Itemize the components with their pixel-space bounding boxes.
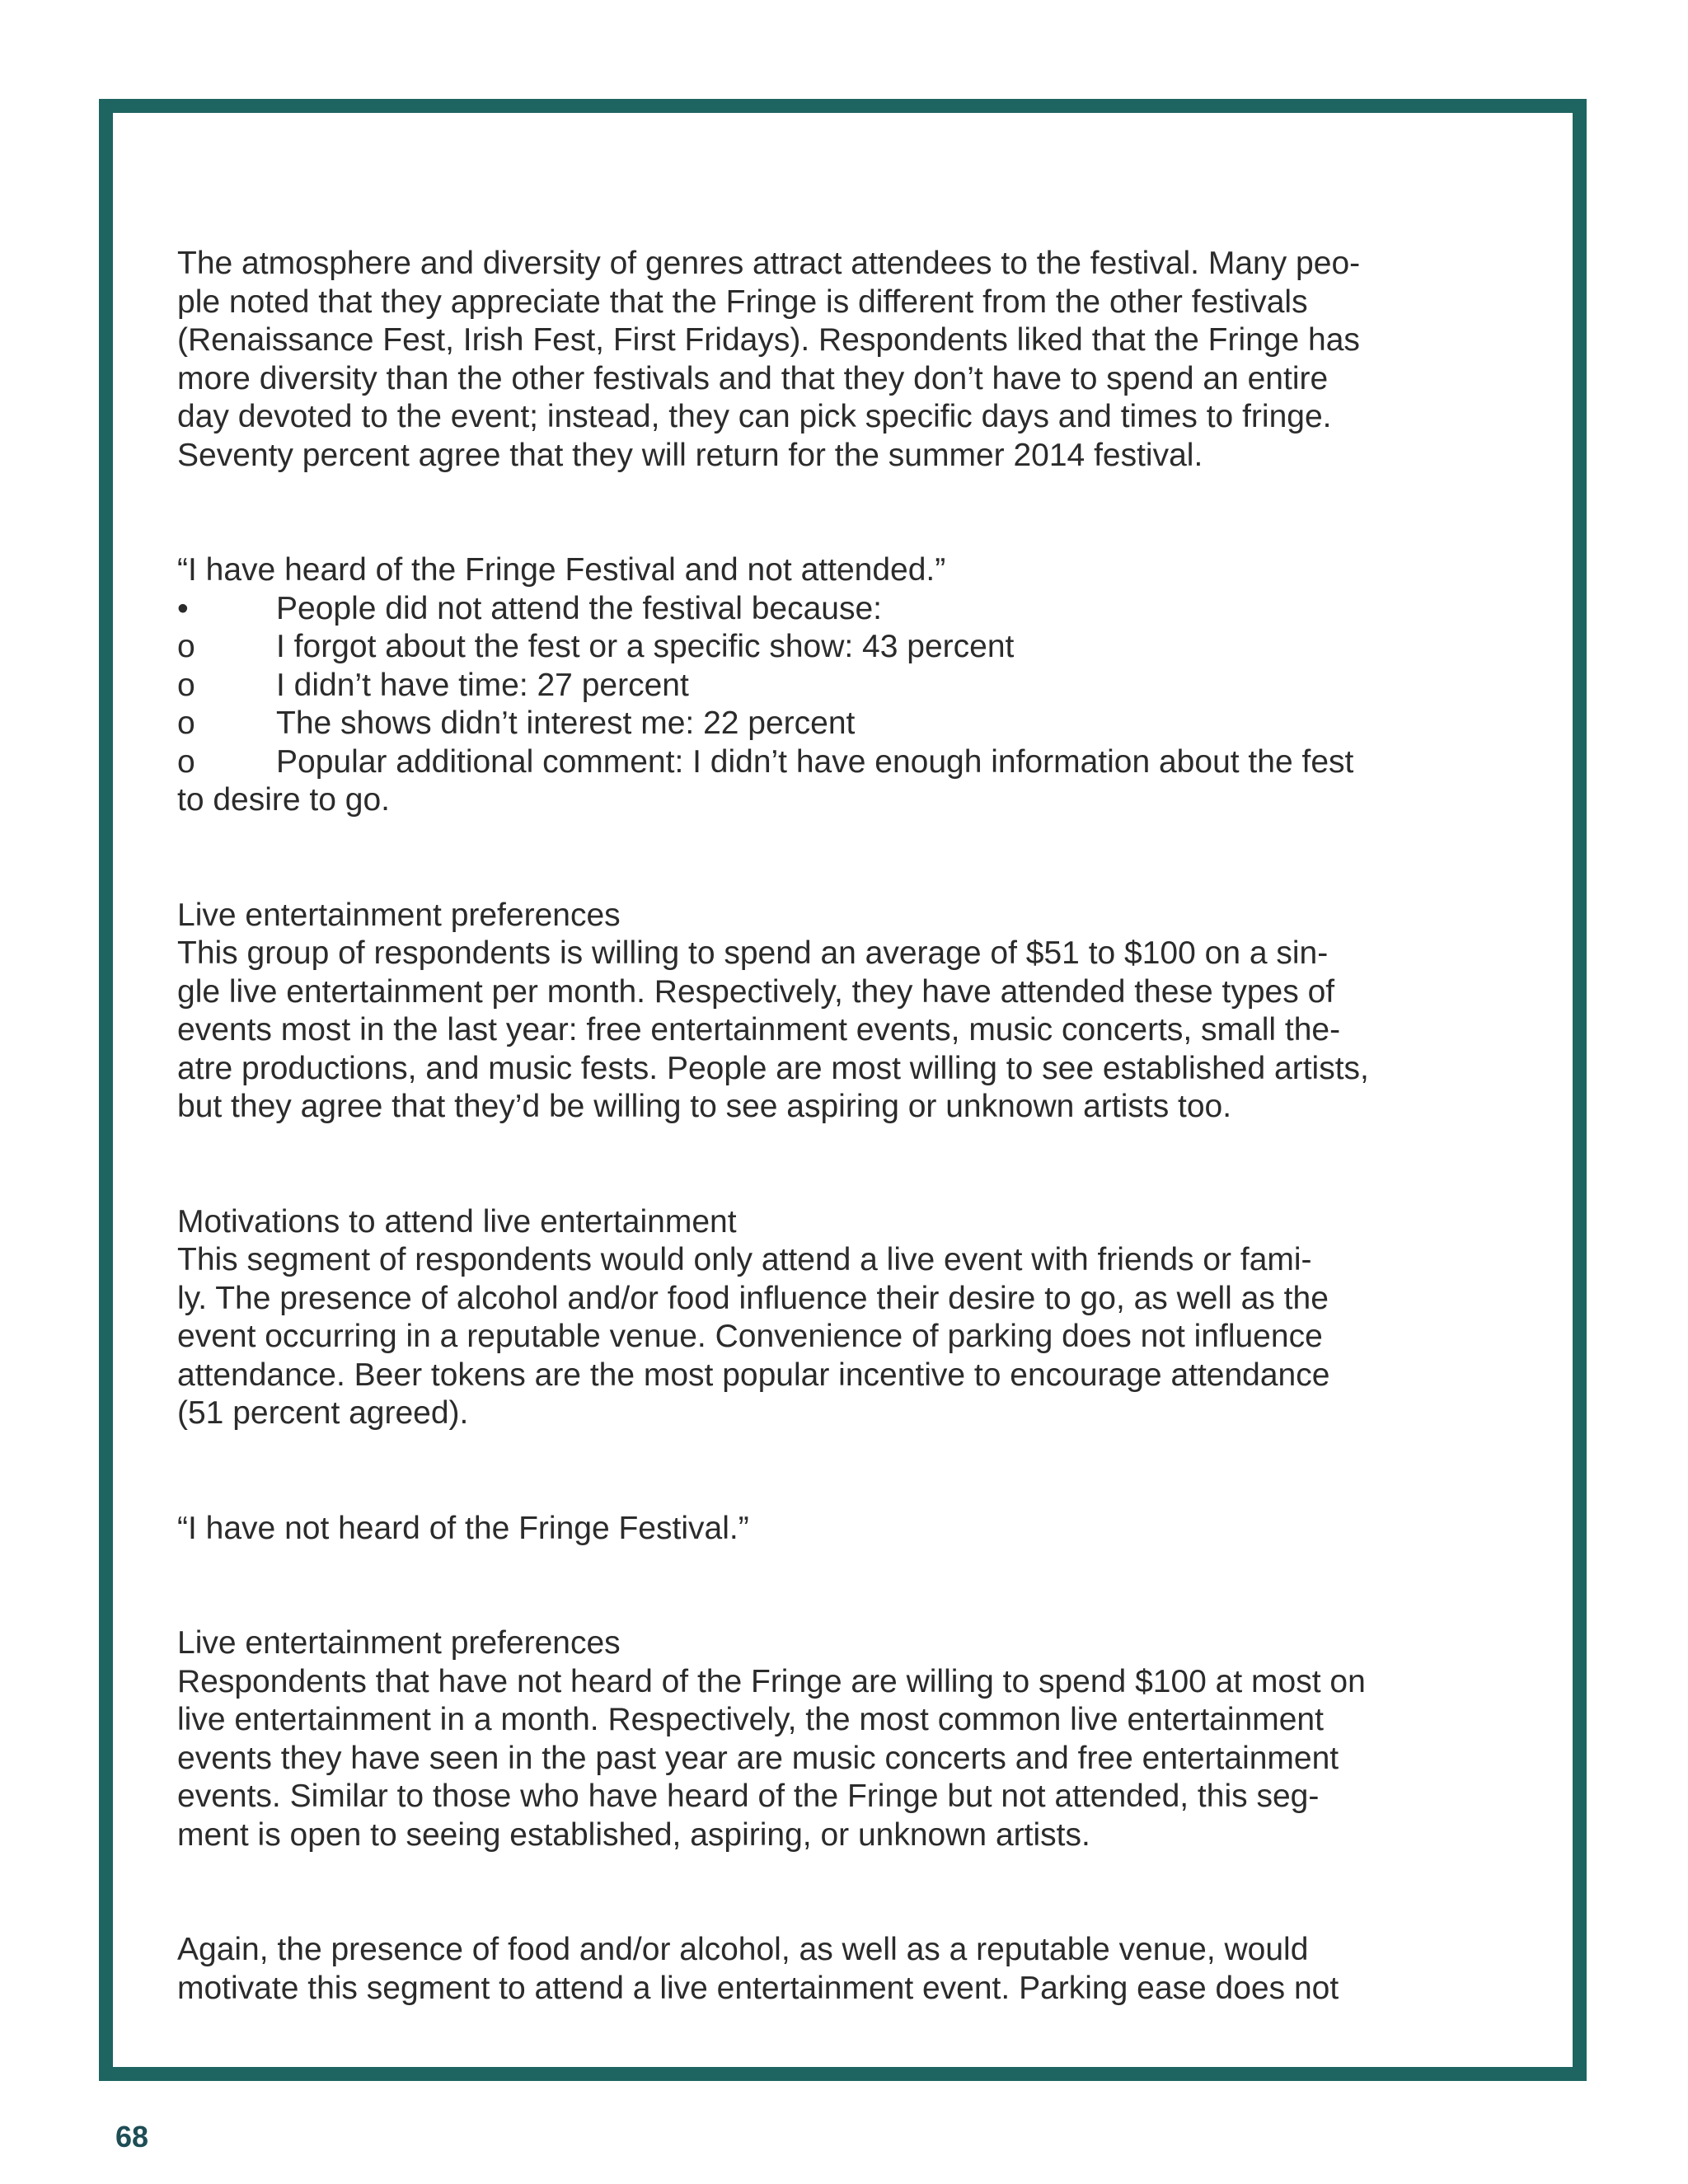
list-item-text: The shows didn’t interest me: 22 percent <box>276 705 856 741</box>
text-line: This segment of respondents would only attend a live event with friends or fami- <box>177 1242 1312 1277</box>
list-item <box>177 628 1537 667</box>
list-item <box>177 590 1537 629</box>
list-continuation: to desire to go. <box>177 782 390 818</box>
text-line: (51 percent agreed). <box>177 1395 469 1431</box>
section-heading: Live entertainment preferences <box>177 897 621 933</box>
text-line: ment is open to seeing established, aspiring, or unknown artists. <box>177 1816 1090 1853</box>
text-line: gle live entertainment per month. Respectively, they have attended these types of <box>177 973 1335 1010</box>
list-item-text: I forgot about the fest or a specific show: 43 percent <box>276 629 1015 664</box>
bullet-marker: o <box>177 705 195 741</box>
heard-not-attended-section <box>177 551 1537 820</box>
text-line: but they agree that they’d be willing to see aspiring or unknown artists too. <box>177 1089 1232 1124</box>
list-item <box>177 667 1537 705</box>
list-item <box>177 743 1537 782</box>
live-preferences-section-2 <box>177 1624 1537 1854</box>
page-frame <box>99 99 1587 2081</box>
text-line: Again, the presence of food and/or alcohol, as well as a reputable venue, would <box>177 1932 1309 1967</box>
text-line: events most in the last year: free entertainment events, music concerts, small the- <box>177 1012 1341 1047</box>
live-preferences-section-1 <box>177 897 1537 1127</box>
text-line: motivate this segment to attend a live entertainment event. Parking ease does not <box>177 1970 1339 2006</box>
text-line: attendance. Beer tokens are the most popular incentive to encourage attendance <box>177 1357 1330 1393</box>
list-item-text: I didn’t have time: 27 percent <box>276 667 689 703</box>
text-line: Respondents that have not heard of the Fringe are willing to spend $100 at most on <box>177 1663 1366 1699</box>
text-line: live entertainment in a month. Respectively, the most common live entertainment <box>177 1702 1324 1737</box>
bullet-marker: o <box>177 743 195 780</box>
bullet-marker: • <box>177 590 189 626</box>
text-line: ly. The presence of alcohol and/or food influence their desire to go, as well as the <box>177 1280 1329 1316</box>
text-line: event occurring in a reputable venue. Convenience of parking does not influence <box>177 1319 1323 1354</box>
section-heading: “I have heard of the Fringe Festival and not attended.” <box>177 552 946 588</box>
text-line: This group of respondents is willing to spend an average of $51 to $100 on a sin- <box>177 935 1329 971</box>
text-line: ple noted that they appreciate that the Fringe is different from the other festivals <box>177 284 1308 320</box>
text-line: more diversity than the other festivals and that they don’t have to spend an entire <box>177 360 1329 396</box>
bullet-marker: o <box>177 629 195 664</box>
text-line: Seventy percent agree that they will return for the summer 2014 festival. <box>177 437 1203 473</box>
text-line: day devoted to the event; instead, they can pick specific days and times to fringe. <box>177 399 1332 434</box>
section-heading: “I have not heard of the Fringe Festival.” <box>177 1510 749 1546</box>
text-line: (Renaissance Fest, Irish Fest, First Fridays). Respondents liked that the Fringe has <box>177 322 1360 358</box>
intro-paragraph <box>177 245 1537 475</box>
list-item-text: Popular additional comment: I didn’t have enough information about the fest <box>276 743 1354 780</box>
list-item <box>177 705 1537 743</box>
page-content <box>177 245 1537 2008</box>
motivations-section <box>177 1203 1537 1433</box>
bullet-marker: o <box>177 667 195 703</box>
section-heading: Motivations to attend live entertainment <box>177 1203 737 1240</box>
text-line: atre productions, and music fests. People are most willing to see established artists, <box>177 1050 1369 1086</box>
text-line: The atmosphere and diversity of genres attract attendees to the festival. Many peo- <box>177 246 1361 281</box>
text-line: events. Similar to those who have heard of the Fringe but not attended, this seg- <box>177 1779 1320 1814</box>
section-heading: Live entertainment preferences <box>177 1625 621 1661</box>
page-number: 68 <box>115 2120 149 2154</box>
text-line: events they have seen in the past year are music concerts and free entertainment <box>177 1740 1339 1776</box>
list-item-text: People did not attend the festival because: <box>276 590 883 626</box>
not-heard-section <box>177 1510 1537 1549</box>
final-paragraph <box>177 1931 1537 2008</box>
